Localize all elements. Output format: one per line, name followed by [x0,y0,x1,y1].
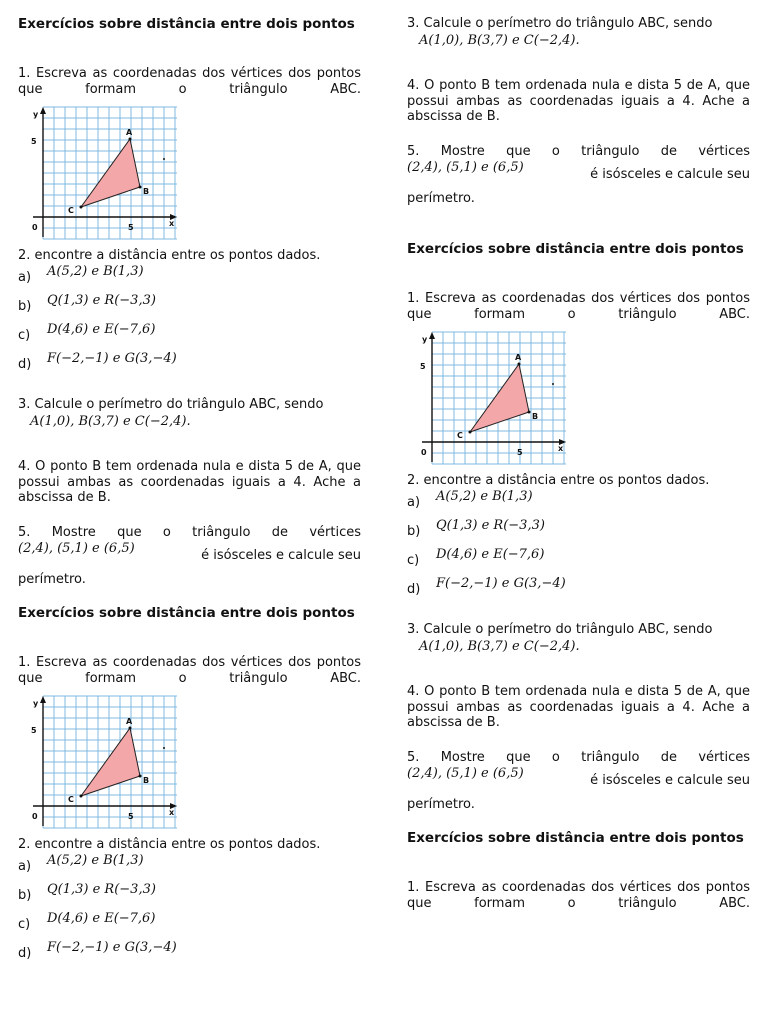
point-c-label: C [68,795,74,804]
question-5: 5. Mostre que o triângulo de vértices [407,144,750,159]
option-label: b) [18,299,32,314]
option-label: b) [18,888,32,903]
question-1: 1. Escreva as coordenadas dos vértices dos pontos que formam o triângulo ABC. [407,880,750,911]
origin-label: 0 [32,223,38,232]
option-label: d) [407,582,421,597]
point-a-label: A [126,717,133,726]
question-1: 1. Escreva as coordenadas dos vértices dos pontos que formam o triângulo ABC. [18,655,361,686]
sheet-title: Exercícios sobre distância entre dois pontos [407,241,744,257]
question-5-vertices: (2,4), (5,1) e (6,5) [407,160,524,175]
question-2-prompt: 2. encontre a distância entre os pontos dados. [407,473,710,488]
axes [422,332,566,462]
question-4: 4. O ponto B tem ordenada nula e dista 5 de A, que possui ambas as coordenadas iguais a 4. Ache a abscissa de B. [407,78,750,124]
x-axis-label: x [558,444,564,453]
question-5-cont: é isósceles e calcule seu [590,167,750,182]
x-tick-5: 5 [517,448,523,457]
option-expression: F(−2,−1) e G(3,−4) [47,351,177,366]
question-4: 4. O ponto B tem ordenada nula e dista 5 de A, que possui ambas as coordenadas iguais a 4. Ache a abscissa de B. [18,459,361,505]
point-a-label: A [515,353,522,362]
option-expression: D(4,6) e E(−7,6) [47,322,156,337]
y-axis-label: y [422,335,428,344]
option-label: d) [18,357,32,372]
x-tick-5: 5 [128,223,134,232]
point-b-label: B [143,187,150,196]
option-expression: Q(1,3) e R(−3,3) [47,882,156,897]
y-axis-label: y [33,699,39,708]
x-tick-5: 5 [128,812,134,821]
point-c-label: C [68,206,74,215]
triangle-graph [416,329,568,469]
y-tick-5: 5 [31,726,37,735]
option-label: c) [18,328,31,343]
origin-label: 0 [421,448,427,457]
triangle-graph [27,693,179,833]
axes [33,696,177,826]
question-2-prompt: 2. encontre a distância entre os pontos dados. [18,837,321,852]
origin-label: 0 [32,812,38,821]
option-expression: A(5,2) e B(1,3) [47,264,144,279]
option-label: b) [407,524,421,539]
option-expression: D(4,6) e E(−7,6) [436,547,545,562]
question-1: 1. Escreva as coordenadas dos vértices dos pontos que formam o triângulo ABC. [18,66,361,97]
sheet-title: Exercícios sobre distância entre dois pontos [18,16,355,32]
option-expression: A(5,2) e B(1,3) [436,489,533,504]
option-expression: A(5,2) e B(1,3) [47,853,144,868]
question-3-vertices: A(1,0), B(3,7) e C(−2,4). [419,639,580,654]
question-3: 3. Calcule o perímetro do triângulo ABC, sendo [407,16,713,31]
question-5: 5. Mostre que o triângulo de vértices [407,750,750,765]
sheet-title: Exercícios sobre distância entre dois pontos [18,605,355,621]
y-tick-5: 5 [420,362,426,371]
point-c-label: C [457,431,463,440]
question-3: 3. Calcule o perímetro do triângulo ABC, sendo [407,622,713,637]
x-axis-label: x [169,219,175,228]
option-label: c) [18,917,31,932]
question-5-end: perímetro. [18,572,86,587]
triangle-graph [27,104,179,244]
x-axis-label: x [169,808,175,817]
question-5-cont: é isósceles e calcule seu [201,548,361,563]
question-5-vertices: (2,4), (5,1) e (6,5) [18,541,135,556]
question-3: 3. Calcule o perímetro do triângulo ABC, sendo [18,397,324,412]
question-5: 5. Mostre que o triângulo de vértices [18,525,361,540]
y-tick-5: 5 [31,137,37,146]
option-expression: Q(1,3) e R(−3,3) [47,293,156,308]
question-1: 1. Escreva as coordenadas dos vértices dos pontos que formam o triângulo ABC. [407,291,750,322]
option-label: a) [407,495,421,510]
option-label: d) [18,946,32,961]
question-5-vertices: (2,4), (5,1) e (6,5) [407,766,524,781]
option-label: c) [407,553,420,568]
question-5-cont: é isósceles e calcule seu [590,773,750,788]
point-a-label: A [126,128,133,137]
question-3-vertices: A(1,0), B(3,7) e C(−2,4). [419,33,580,48]
option-expression: F(−2,−1) e G(3,−4) [47,940,177,955]
option-label: a) [18,859,32,874]
question-2-prompt: 2. encontre a distância entre os pontos dados. [18,248,321,263]
y-axis-label: y [33,110,39,119]
option-expression: D(4,6) e E(−7,6) [47,911,156,926]
sheet-title: Exercícios sobre distância entre dois pontos [407,830,744,846]
option-label: a) [18,270,32,285]
option-expression: Q(1,3) e R(−3,3) [436,518,545,533]
question-5-end: perímetro. [407,797,475,812]
option-expression: F(−2,−1) e G(3,−4) [436,576,566,591]
question-4: 4. O ponto B tem ordenada nula e dista 5 de A, que possui ambas as coordenadas iguais a 4. Ache a abscissa de B. [407,684,750,730]
point-b-label: B [143,776,150,785]
point-b-label: B [532,412,539,421]
question-5-end: perímetro. [407,191,475,206]
axes [33,107,177,237]
question-3-vertices: A(1,0), B(3,7) e C(−2,4). [30,414,191,429]
